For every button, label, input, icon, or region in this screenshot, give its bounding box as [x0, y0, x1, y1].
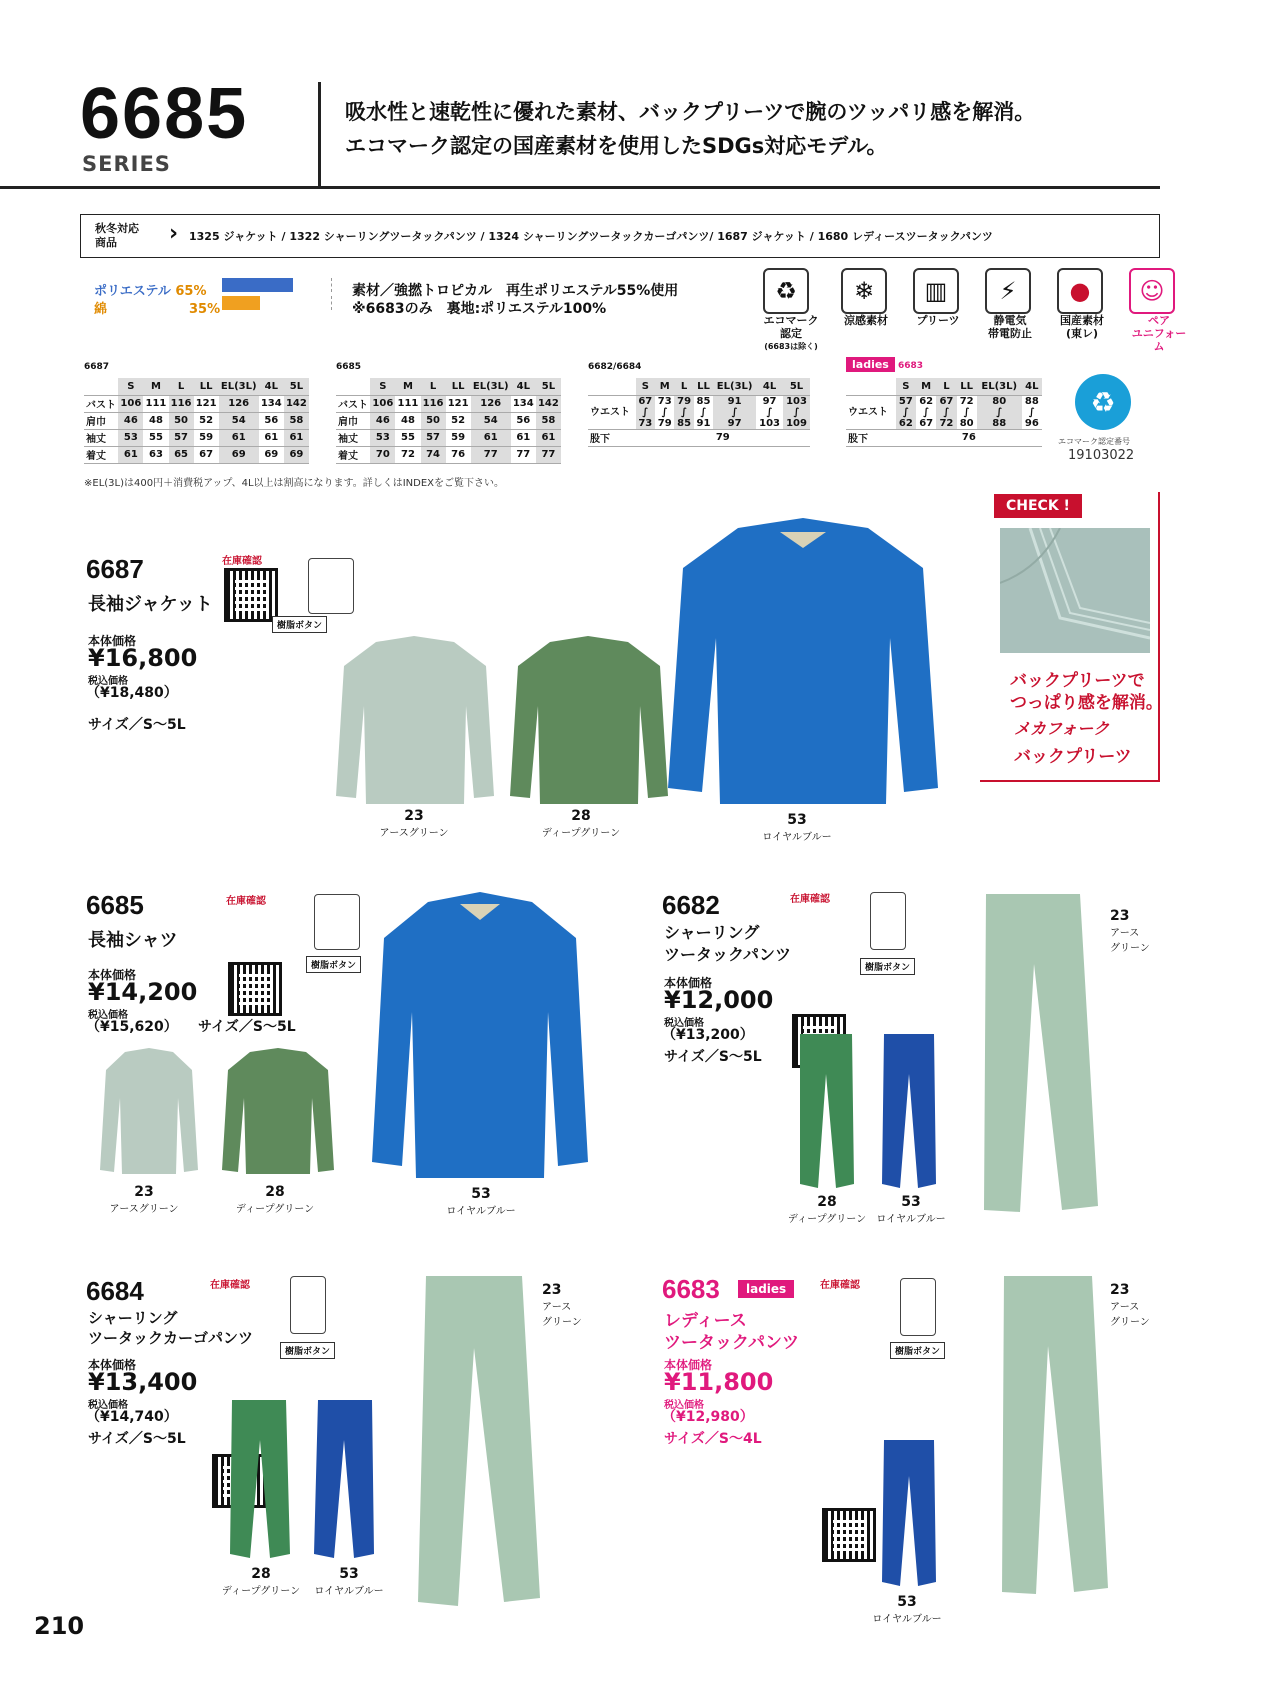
- ladies-53-image: [880, 1440, 938, 1590]
- page-number: 210: [34, 1612, 85, 1640]
- jacket-23-image: [336, 636, 494, 808]
- mechafork-logo: メカフォーク: [1014, 719, 1110, 738]
- size-table-6687: S M L LL EL(3L) 4L 5L バスト 106 111 116 121 126 134 142 肩巾 46 48 50 52 54 56 58 袖丈 53 55 57 59 61 61 61 着丈 61 63 65 67 69 69 69: [84, 378, 309, 464]
- pants-6682-color-23-label: 23 アース グリーン: [1110, 908, 1150, 954]
- table-6682-title: 6682/6684: [588, 362, 642, 372]
- fabric-bars: [222, 278, 332, 310]
- shirt-23-image: [100, 1048, 198, 1178]
- ladies-badge-6683: ladies: [738, 1280, 794, 1298]
- ladies-23-image: [996, 1276, 1110, 1602]
- shirt-color-53-label: 53 ロイヤルブルー: [446, 1186, 516, 1217]
- body-price-label-6682: 本体価格: [664, 976, 713, 990]
- cargo-pants-sketch: [290, 1276, 326, 1334]
- series-label: SERIES: [82, 152, 171, 176]
- stock-check-6682[interactable]: 在庫確認: [790, 894, 830, 905]
- size-6682: サイズ／S～5L: [664, 1049, 762, 1065]
- price-6685: ¥14,200: [88, 978, 198, 1006]
- size-table-6683: S M L LL EL(3L) 4L ウエスト 57 ∫ 62 62 ∫ 67 67 ∫ 72 72 ∫ 80 80 ∫ 88 88 ∫ 96 股下 76: [846, 378, 1042, 447]
- table-row: 股下 76: [846, 429, 1042, 446]
- resin-button-6684: 樹脂ボタン: [280, 1342, 335, 1359]
- size-6684: サイズ／S～5L: [88, 1431, 186, 1447]
- shirt-color-28-label: 28 ディープグリーン: [235, 1184, 315, 1215]
- cargo-53-image: [312, 1400, 376, 1562]
- price-6683: ¥11,800: [664, 1368, 774, 1396]
- eco-mark-icon: ♻: [763, 268, 809, 314]
- table-6683-title: ladies 6683: [846, 358, 923, 371]
- body-price-label-6684: 本体価格: [88, 1358, 137, 1372]
- related-products-box: [80, 214, 1160, 258]
- jacket-28-image: [510, 636, 668, 808]
- model-6682: 6682: [662, 890, 720, 920]
- snowflake-icon: ❄: [841, 268, 887, 314]
- pants-6682-color-53-label: 53 ロイヤルブルー: [876, 1194, 946, 1225]
- series-number: 6685: [80, 74, 249, 154]
- pants-6682-color-28-label: 28 ディープグリーン: [787, 1194, 867, 1225]
- model-6685: 6685: [86, 890, 144, 920]
- size-note: ※EL(3L)は400円＋消費税アップ、4L以上は割高になります。詳しくはINDEXをご覧下さい。: [84, 478, 505, 489]
- eco-caption: エコマーク認定番号: [1058, 437, 1130, 446]
- table-row: 肩巾 46 48 50 52 54 56 58: [336, 412, 561, 429]
- model-6687: 6687: [86, 554, 144, 584]
- header-divider: [318, 82, 321, 186]
- size-6683: サイズ／S～4L: [664, 1431, 762, 1447]
- size-6687: サイズ／S～5L: [88, 717, 186, 733]
- pleat-feature: ▥ プリーツ: [913, 268, 963, 353]
- resin-button-6682: 樹脂ボタン: [860, 958, 915, 975]
- eco-mark-feature: ♻ エコマーク 認定 (6683は除く): [763, 268, 819, 353]
- shirt-28-image: [222, 1048, 334, 1178]
- table-row: ウエスト 67 ∫ 73 73 ∫ 79 79 ∫ 85 85 ∫ 91 91 ∫ 97 97 ∫ 103 103 ∫ 109: [588, 395, 810, 429]
- ladies-badge: ladies: [846, 357, 895, 372]
- stock-check-6687[interactable]: 在庫確認: [222, 556, 262, 567]
- size-table-6685: S M L LL EL(3L) 4L 5L バスト 106 111 116 121 126 134 142 肩巾 46 48 50 52 54 56 58 袖丈 53 55 57 59 61 61 61 着丈 70 72 74 76 77 77 77: [336, 378, 561, 464]
- cargo-28-image: [228, 1400, 292, 1562]
- model-6683: 6683: [662, 1274, 720, 1304]
- check-back-pleat: バックプリーツ: [1014, 747, 1132, 767]
- tagline-1: 吸水性と速乾性に優れた素材、バックプリーツで腕のツッパリ感を解消。: [345, 100, 1036, 124]
- tax-price-6687: （¥18,480）: [86, 685, 178, 701]
- resin-button-6683: 樹脂ボタン: [890, 1342, 945, 1359]
- back-pleat-photo: [1000, 528, 1150, 653]
- name-6684: シャーリング ツータックカーゴパンツ: [88, 1309, 254, 1347]
- cargo-color-28-label: 28 ディープグリーン: [221, 1566, 301, 1597]
- stock-check-6683[interactable]: 在庫確認: [820, 1280, 860, 1291]
- tagline-2: エコマーク認定の国産素材を使用したSDGs対応モデル。: [345, 134, 888, 158]
- shirt-53-image: [372, 892, 588, 1182]
- pleats-icon: ▥: [913, 268, 959, 314]
- jacket-back-sketch: [308, 558, 354, 614]
- pants-6682-23-image: [980, 894, 1100, 1220]
- table-row: 着丈 61 63 65 67 69 69 69: [84, 446, 309, 463]
- ladies-pants-sketch: [900, 1278, 936, 1336]
- eco-number: 19103022: [1068, 448, 1135, 463]
- name-6685: 長袖シャツ: [88, 930, 178, 951]
- cargo-23-image: [412, 1276, 542, 1612]
- tax-label-6684: 税込価格: [88, 1400, 128, 1411]
- pair-uniform-icon: ☺: [1129, 268, 1175, 314]
- feature-icons: [763, 268, 1189, 353]
- fabric-cotton: 綿 35%: [94, 302, 221, 317]
- pants-6682-sketch: [870, 892, 906, 950]
- name-6687: 長袖ジャケット: [88, 594, 213, 615]
- table-row: 着丈 70 72 74 76 77 77 77: [336, 446, 561, 463]
- body-price-label-6683: 本体価格: [664, 1358, 713, 1372]
- table-row: バスト 106 111 116 121 126 134 142: [84, 395, 309, 412]
- chevron-right-icon: ›: [169, 221, 179, 246]
- model-6684: 6684: [86, 1276, 144, 1306]
- table-6685-title: 6685: [336, 362, 362, 372]
- antistatic-icon: ⚡: [985, 268, 1031, 314]
- japan-flag-icon: ●: [1057, 268, 1103, 314]
- price-6682: ¥12,000: [664, 986, 774, 1014]
- check-text: バックプリーツで つっぱり感を解消。: [1010, 671, 1163, 713]
- table-row: ウエスト 57 ∫ 62 62 ∫ 67 67 ∫ 72 72 ∫ 80 80 ∫ 88 88 ∫ 96: [846, 395, 1042, 429]
- ladies-color-23-label: 23 アース グリーン: [1110, 1282, 1150, 1328]
- qr-code-6683[interactable]: [822, 1508, 876, 1562]
- tax-price-6683: （¥12,980）: [662, 1409, 754, 1425]
- table-row: 肩巾 46 48 50 52 54 56 58: [84, 412, 309, 429]
- color-23-label: 23 アースグリーン: [379, 808, 449, 839]
- cargo-color-23-label: 23 アース グリーン: [542, 1282, 582, 1328]
- shirt-back-sketch: [314, 894, 360, 950]
- body-price-label: 本体価格: [88, 634, 137, 648]
- eco-mark-logo-icon: ♻: [1075, 374, 1131, 430]
- antistatic-feature: ⚡ 静電気 帯電防止: [985, 268, 1035, 353]
- stock-check-6685[interactable]: 在庫確認: [226, 896, 266, 907]
- related-label: 秋冬対応 商品: [95, 222, 139, 249]
- cotton-bar: [222, 296, 260, 310]
- ladies-color-53-label: 53 ロイヤルブルー: [872, 1594, 942, 1625]
- name-6682: シャーリング ツータックパンツ: [664, 923, 792, 964]
- pants-6682-28-image: [796, 1034, 856, 1192]
- tax-label-6685: 税込価格: [88, 1010, 128, 1021]
- stock-check-6684[interactable]: 在庫確認: [210, 1280, 250, 1291]
- pair-feature: ☺ ペア ユニフォーム: [1129, 268, 1189, 353]
- price-6687: ¥16,800: [88, 644, 198, 672]
- poly-bar: [222, 278, 293, 292]
- table-row: 袖丈 53 55 57 59 61 61 61: [336, 429, 561, 446]
- price-6684: ¥13,400: [88, 1368, 198, 1396]
- name-6683: レディース ツータックパンツ: [664, 1311, 799, 1353]
- table-row: 袖丈 53 55 57 59 61 61 61: [84, 429, 309, 446]
- resin-button-6687: 樹脂ボタン: [272, 616, 327, 633]
- domestic-feature: ● 国産素材 (東レ): [1057, 268, 1107, 353]
- tax-price-6682: （¥13,200）: [662, 1027, 754, 1043]
- body-price-label-6685: 本体価格: [88, 968, 137, 982]
- header-rule: [0, 186, 1160, 189]
- tax-price-6684: （¥14,740）: [86, 1409, 178, 1425]
- tax-price-6685: （¥15,620）: [86, 1019, 178, 1035]
- related-items[interactable]: 1325 ジャケット / 1322 シャーリングツータックパンツ / 1324 シャーリングツータックカーゴパンツ/ 1687 ジャケット / 1680 レディースツータックパンツ: [189, 230, 993, 243]
- jacket-53-image: [668, 518, 938, 808]
- tax-label-6683: 税込価格: [664, 1400, 704, 1411]
- color-28-label: 28 ディープグリーン: [541, 808, 621, 839]
- pants-6682-53-image: [880, 1034, 938, 1192]
- material-text: 素材／強撚トロピカル 再生ポリエステル55%使用 ※6683のみ 裏地:ポリエステル100%: [352, 283, 679, 317]
- tax-label: 税込価格: [88, 676, 128, 687]
- check-tag: CHECK !: [994, 494, 1082, 518]
- qr-code-6687[interactable]: [224, 568, 278, 622]
- table-6687-title: 6687: [84, 362, 110, 372]
- table-row: 股下 79: [588, 429, 810, 446]
- tax-label-6682: 税込価格: [664, 1018, 704, 1029]
- cool-feature: ❄ 涼感素材: [841, 268, 891, 353]
- size-table-6682: S M L LL EL(3L) 4L 5L ウエスト 67 ∫ 73 73 ∫ 79 79 ∫ 85 85 ∫ 91 91 ∫ 97 97 ∫ 103 103 ∫ 109 股下 79: [588, 378, 810, 447]
- shirt-color-23-label: 23 アースグリーン: [109, 1184, 179, 1215]
- table-row: バスト 106 111 116 121 126 134 142: [336, 395, 561, 412]
- cargo-color-53-label: 53 ロイヤルブルー: [314, 1566, 384, 1597]
- resin-button-6685: 樹脂ボタン: [306, 956, 361, 973]
- size-6685: サイズ／S～5L: [198, 1019, 296, 1035]
- color-53-label: 53 ロイヤルブルー: [762, 812, 832, 843]
- fabric-poly: ポリエステル 65%: [94, 284, 207, 299]
- qr-code-6685[interactable]: [228, 962, 282, 1016]
